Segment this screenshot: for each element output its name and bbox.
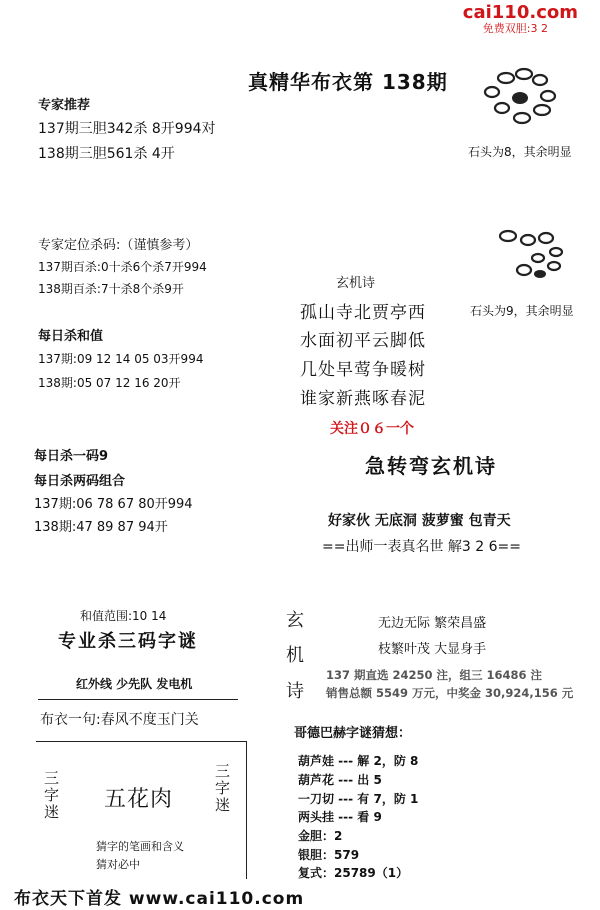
three-riddle-title: 专业杀三码字谜 [58, 631, 198, 652]
xuan-line: 无边无际 繁荣昌盛 [378, 616, 487, 631]
turn-poem-title: 急转弯玄机诗 [365, 454, 497, 478]
position-kill-line: 137期百杀:0十杀6个杀7开994 [38, 260, 207, 274]
three-riddle-sentence: 布衣一句:春风不度玉门关 [40, 712, 199, 728]
sales-line1: 137 期直选 24250 注，组三 16486 注 [326, 668, 543, 682]
xuan-char: 机 [286, 645, 304, 666]
goldbach-line: 复式：25789（1） [298, 866, 409, 880]
stones-image-1 [478, 66, 570, 128]
sum-kill-line: 137期:09 12 14 05 03开994 [38, 352, 204, 366]
expert-heading: 专家推荐 [38, 98, 91, 113]
position-kill-line: 138期百杀:7十杀8个杀9开 [38, 282, 184, 296]
footer: 布衣天下首发 www.cai110.com [14, 889, 305, 909]
sum-kill-heading: 每日杀和值 [38, 329, 104, 344]
page-title: 真精华布衣第 138期 [248, 70, 448, 94]
expert-line: 137期三胆342杀 8开994对 [38, 121, 216, 137]
focus-note: 关注０６一个 [330, 421, 414, 437]
xuan-char: 诗 [286, 681, 304, 702]
brand-site[interactable]: cai110.com [462, 2, 578, 23]
riddle-box-right [246, 741, 247, 879]
riddle-box-main: 五花肉 [104, 787, 174, 812]
one-code-line: 138期:47 89 87 94开 [34, 520, 168, 535]
poem-heading: 玄机诗 [336, 276, 376, 291]
turn-poem-line1: 好家伙 无底洞 菠萝蜜 包青天 [328, 513, 511, 529]
xuan-char: 玄 [286, 610, 304, 631]
brand-sub: 免费双胆:3 2 [482, 22, 548, 35]
riddle-box-left: 三字迷 [44, 769, 60, 821]
sum-range: 和值范围:10 14 [80, 609, 167, 623]
one-code-line: 每日杀一码9 [34, 449, 109, 464]
expert-line: 138期三胆561杀 4开 [38, 146, 175, 162]
poem-line: 几处早莺争暖树 [300, 360, 426, 380]
goldbach-line: 葫芦花 --- 出 5 [298, 773, 382, 787]
position-kill-heading: 专家定位杀码:（谨慎参考） [38, 238, 199, 253]
divider [38, 699, 238, 700]
stones-image-2 [494, 226, 570, 282]
goldbach-line: 两头挂 --- 看 9 [298, 810, 382, 824]
stones-caption-2: 石头为9，其余明显 [470, 304, 574, 318]
poem-line: 水面初平云脚低 [300, 331, 426, 351]
goldbach-line: 一刀切 --- 有 7，防 1 [298, 792, 419, 806]
riddle-box-note2: 猜对必中 [96, 858, 140, 871]
one-code-line: 每日杀两码组合 [34, 474, 126, 489]
turn-poem-line2: ==出师一表真名世 解3 2 6== [322, 539, 521, 555]
goldbach-line: 金胆：2 [298, 829, 343, 843]
riddle-box-top [36, 741, 246, 742]
goldbach-line: 葫芦娃 --- 解 2，防 8 [298, 754, 419, 768]
one-code-line: 137期:06 78 67 80开994 [34, 497, 193, 512]
sum-kill-line: 138期:05 07 12 16 20开 [38, 376, 181, 390]
goldbach-line: 银胆：579 [298, 848, 360, 862]
riddle-box-right-label: 三字迷 [215, 762, 231, 814]
brand-corner [460, 0, 600, 40]
three-riddle-line: 红外线 少先队 发电机 [76, 677, 193, 691]
stones-caption-1: 石头为8，其余明显 [468, 145, 572, 159]
sales-line2: 销售总额 5549 万元，中奖金 30,924,156 元 [326, 686, 574, 700]
riddle-box-note1: 猜字的笔画和含义 [96, 840, 184, 853]
poem-line: 谁家新燕啄春泥 [300, 389, 426, 409]
poem-line: 孤山寺北贾亭西 [300, 303, 426, 323]
goldbach-heading: 哥德巴赫字谜猜想： [294, 726, 412, 741]
xuan-line: 枝繁叶茂 大显身手 [378, 642, 487, 657]
